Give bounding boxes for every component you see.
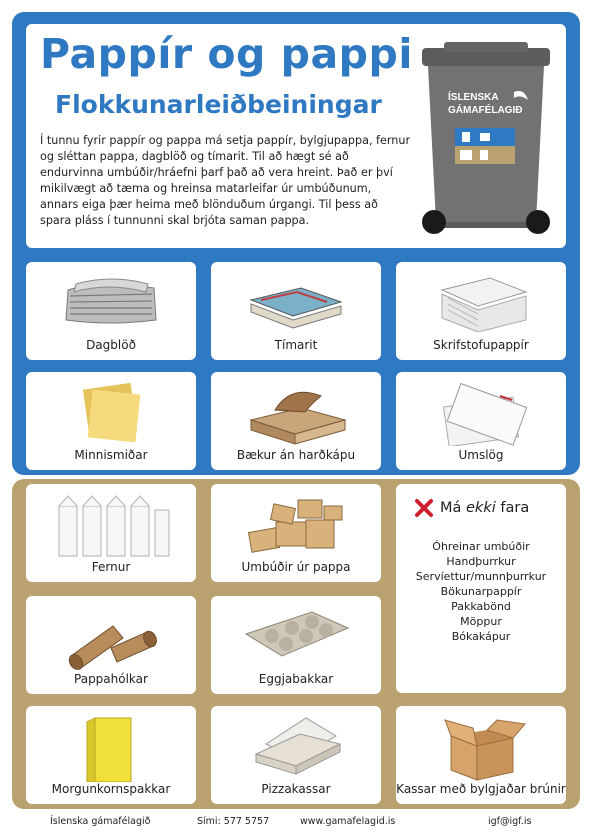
list-item: Handþurrkur bbox=[446, 555, 516, 568]
list-item: Bókakápur bbox=[451, 630, 511, 643]
item-card-office-paper bbox=[396, 262, 566, 360]
item-label: Tímarit bbox=[274, 338, 318, 352]
item-label: Kassar með bylgjaðar brúnir bbox=[396, 782, 566, 796]
item-card-envelopes bbox=[396, 372, 566, 470]
item-label: Pizzakassar bbox=[261, 782, 331, 796]
not-allowed-title: Má ekki fara bbox=[440, 500, 530, 516]
list-item: Möppur bbox=[460, 615, 502, 628]
item-card-paperbacks bbox=[211, 372, 381, 470]
item-label: Dagblöð bbox=[86, 338, 136, 352]
intro-text: Í tunnu fyrir pappír og pappa má setja pappír, bylgjupappa, fernur og sléttan pappa, dagblöð og tímarit. Til að hægt sé að endurvinna umbúðir/hráefni þarf það að vera hreint. Það er því mikilvægt að tæma og hreinsa matarleifar úr umbúðunum, annars eiga þær heima með blönduðum úrgangi. Til þess að spara pláss í tunnunni skal brjóta saman pappa. bbox=[40, 134, 411, 227]
item-card-egg-trays bbox=[211, 596, 381, 694]
item-label: Umbúðir úr pappa bbox=[241, 560, 351, 574]
paper-tube-icon bbox=[51, 604, 171, 670]
egg-tray-icon bbox=[236, 604, 356, 670]
item-label: Fernur bbox=[91, 560, 131, 574]
bin-logo-line2: GÁMAFÉLAGIÐ bbox=[448, 105, 523, 116]
not-allowed-card bbox=[396, 484, 566, 693]
cardboard-boxes-icon bbox=[236, 492, 356, 558]
item-card-corrugated-boxes bbox=[396, 706, 566, 804]
footer bbox=[0, 816, 590, 832]
item-label: Morgunkornspakkar bbox=[51, 782, 171, 796]
pizza-box-icon bbox=[236, 714, 356, 782]
item-card-sticky-notes bbox=[26, 372, 196, 470]
item-card-cartons bbox=[26, 484, 196, 582]
sticky-note-icon bbox=[56, 380, 166, 446]
item-card-magazines bbox=[211, 262, 381, 360]
not-allowed-list bbox=[396, 539, 566, 644]
item-label: Umslög bbox=[458, 448, 504, 462]
footer-company: Íslenska gámafélagið bbox=[50, 816, 151, 827]
footer-phone: Sími: 577 5757 bbox=[197, 816, 270, 827]
magazine-icon bbox=[241, 270, 351, 330]
office-paper-icon bbox=[426, 270, 536, 332]
not-allowed-heading bbox=[414, 498, 529, 518]
item-card-cereal-boxes bbox=[26, 706, 196, 804]
cross-icon bbox=[414, 498, 434, 518]
item-label: Eggjabakkar bbox=[258, 672, 334, 686]
list-item: Servíettur/munnþurrkur bbox=[415, 570, 547, 583]
item-label: Skrifstofupappír bbox=[433, 338, 529, 352]
newspaper-icon bbox=[56, 270, 166, 330]
wheelie-bin-icon bbox=[418, 40, 554, 240]
page-title: Pappír og pappi bbox=[40, 30, 413, 78]
item-label: Pappahólkar bbox=[74, 672, 148, 686]
item-card-newspaper bbox=[26, 262, 196, 360]
cereal-box-icon bbox=[51, 714, 171, 782]
corrugated-box-icon bbox=[421, 714, 541, 782]
envelope-icon bbox=[426, 380, 536, 446]
footer-email[interactable]: igf@igf.is bbox=[488, 816, 532, 827]
carton-icon bbox=[51, 492, 171, 558]
item-card-paper-tubes bbox=[26, 596, 196, 694]
list-item: Óhreinar umbúðir bbox=[432, 540, 530, 553]
item-card-pizza-boxes bbox=[211, 706, 381, 804]
bin-logo-line1: ÍSLENSKA bbox=[448, 92, 499, 103]
page-subtitle: Flokkunarleiðbeiningar bbox=[55, 90, 382, 119]
item-label: Minnismiðar bbox=[74, 448, 148, 462]
list-item: Pakkabönd bbox=[451, 600, 511, 613]
list-item: Bökunarpappír bbox=[440, 585, 522, 598]
item-card-cardboard-packaging bbox=[211, 484, 381, 582]
item-label: Bækur án harðkápu bbox=[236, 448, 356, 462]
paperback-book-icon bbox=[241, 380, 351, 446]
footer-website[interactable]: www.gamafelagid.is bbox=[300, 816, 396, 827]
